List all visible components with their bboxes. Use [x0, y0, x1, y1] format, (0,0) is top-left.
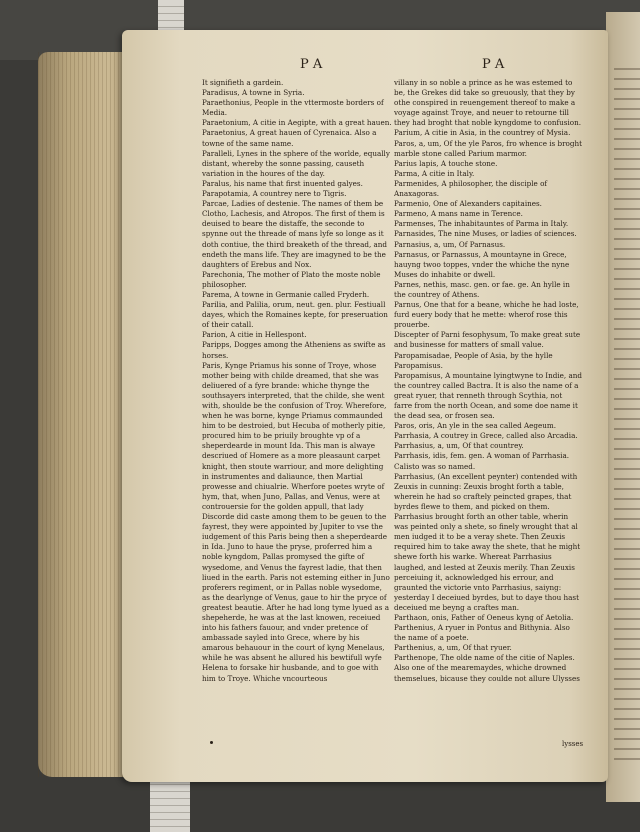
dictionary-entry: Parrhasius, (An excellent peynter) contended with Zeuxis in cunning: Zeuxis broght forth a table, wherein he had so craftely peincted grapes, that byrdes flewe to them, and picked on them. Parrhasius brought forth an other table, wherin was peinted only a shete, so finely wrought that al men iudged it to be a veray shete. Then Zeuxis required him to take away the shete, that he might shewe forth his warke. Whereat Parrhasius laughed, and lested at Zeuxis merily. Than Zeuxis perceiuing it, acknowledged his errour, and graunted the victorie vnto Parrhasius, saiyng: yesterday I deceiued byrdes, but to daye thou hast deceiued me beyng a craftes man.: [394, 471, 581, 612]
dictionary-entry: Discepter of Parni fesophysum, To make great sute and businesse for matters of small value.: [394, 330, 581, 350]
dictionary-entry: Parapotamia, A countrey nere to Tigris.: [202, 189, 347, 199]
dictionary-entry: Parnasus, or Parnassus, A mountayne in Grece, hauyng twoo toppes, vnder the whiche the nyne Muses do inhabite or dwell.: [394, 249, 570, 279]
dictionary-entry: Parcae, Ladies of destenie. The names of them be Clotho, Lachesis, and Atropos. The first of them is deuised to beare the distaffe, the seconde to spynne out the threade of mans lyfe so longe as it doth contiue, the third breaketh of the thread, and endeth the mans life. They are imagyned to be the daughters of Erebus and Nox.: [202, 199, 388, 269]
dictionary-entry: Parnasides, The nine Muses, or ladies of sciences.: [394, 229, 577, 239]
facing-page-text: [614, 60, 640, 760]
dictionary-entry: Parthenius, A ryuer in Pontus and Bithynia. Also the name of a poete.: [394, 623, 570, 643]
dictionary-entry: Paros, a, um, Of the yle Paros, fro whence is broght marble stone called Parium marmor.: [394, 138, 582, 158]
dictionary-entry: Paropamisadae, People of Asia, by the hylle Paropamisus.: [394, 350, 553, 370]
dictionary-entry: Paralus, his name that first inuented galyes.: [202, 178, 363, 188]
dictionary-entry: Parmenses, The inhabitauntes of Parma in Italy.: [394, 219, 569, 229]
dictionary-entry: Parthenope, The olde name of the citie of Naples. Also one of the mearemaydes, whiche drowned themselues, bicause they coulde not allure Ulysses: [394, 653, 580, 683]
dictionary-entry: Paros, oris, An yle in the sea called Aegeum.: [394, 421, 556, 431]
dictionary-entry: Paropamisus, A mountaine lyingtwyne to Indie, and the countrey called Bactra. It is also the name of a great ryuer, that renneth through Scythia, not farre from the north Ocean, and some doe name it the dead sea, or frosen sea.: [394, 370, 582, 421]
dictionary-entry: Paraethonius, People in the vttermoste borders of Media.: [202, 98, 384, 118]
dictionary-entry: Parechonia, The mother of Plato the moste noble philosopher.: [202, 269, 381, 289]
dictionary-entry: Parnasius, a, um, Of Parnasus.: [394, 239, 506, 249]
dictionary-entry: It signifieth a gardein.: [202, 78, 284, 87]
scale-ruler-bottom: [150, 778, 190, 832]
page-mark: [210, 741, 213, 744]
dictionary-entry: Paraetonius, A great hauen of Cyrenaica. Also a towne of the same name.: [202, 128, 377, 148]
dictionary-entry: Parion, A citie in Hellespont.: [202, 330, 307, 340]
dictionary-entry: Parthenius, a, um, Of that ryuer.: [394, 643, 512, 653]
running-head-left: P A: [300, 57, 323, 72]
dictionary-entry: Parnus, One that for a beane, whiche he had loste, furd euery body that he mette: wherof rose this prouerbe.: [394, 300, 579, 330]
dictionary-entry: Parema, A towne in Germanie called Fryderh.: [202, 289, 370, 299]
dictionary-entry: Parrhasia, A coutrey in Grece, called also Arcadia.: [394, 431, 578, 441]
dictionary-entry: Parmeno, A mans name in Terence.: [394, 209, 523, 219]
dictionary-entry: Parthaon, onis, Father of Oeneus kyng of Aetolia.: [394, 612, 574, 622]
running-head-right: P A: [482, 57, 505, 72]
text-column-right: [394, 78, 582, 758]
dictionary-entry: Parrhasius, a, um, Of that countrey.: [394, 441, 524, 451]
dictionary-entry: Paris, Kynge Priamus his sonne of Troye, whose mother being with childe dreamed, that she was deliuered of a fyre brande: whiche thynge the southsayers interpreted, that the childe, she went with, shoulde be the confusion of Troy. Wherefore, when he was borne, kynge Priamus commaunded him to be destroied, but Hecuba of motherly pitie, procured him to be priuily broughte vp of a sheperdearde in mount Ida. This man is alwaye descriued of Homere as a more pleasaunt carpet knight, then stoute warriour, and more delighting in instrumentes and daliaunce, then Martial prowesse and chiualrie. Wherfore poetes wryte of hym, that, when Juno, Pallas, and Venus, were at controuersie for the golden appull, that lady Discorde did caste among them to be geuen to the fayrest, they were appointed by Jupiter to vse the iudgement of this Paris being then a sheperdearde in Ida. Juno to haue the pryse, proferred him a noble kyngdom, Pallas promysed the gifte of wysedome, and Venus the fayrest ladie, that then liued in the earth. Paris not esteming either in Juno proferers regiment, or in Pallas noble wysedome, as the dearlynge of Venus, gaue to hir the pryce of greatest beautie. After he had long tyme lyued as a shepeherde, he was at the last knowen, receiued into his fathers fauour, and vnder pretence of ambassade sayled into Grece, where by his amarous behauour in the court of kyng Menelaus, while he was absent he allured his bewtifull wyfe Helena to forsake hir husbande, and to goe with him to Troye. Whiche vncourteous: [202, 360, 390, 683]
dictionary-entry: Paradisus, A towne in Syria.: [202, 88, 305, 98]
dictionary-entry: villany in so noble a prince as he was estemed to be, the Grekes did take so greuously, that they by othe conspired in reuengement thereof to make a voyage against Troye, and neuer to retourne till they had broght that noble kyngdome to confusion.: [394, 78, 581, 128]
dictionary-entry: Paripps, Dogges among the Atheniens as swifte as horses.: [202, 340, 386, 360]
dictionary-entry: Parnes, nethis, masc. gen. or fae. ge. An hylle in the countrey of Athens.: [394, 279, 570, 299]
dictionary-entry: Parius lapis, A touche stone.: [394, 158, 498, 168]
dictionary-entry: Paraetonium, A citie in Aegipte, with a great hauen.: [202, 118, 392, 128]
text-column-left: [202, 78, 392, 758]
dictionary-entry: Paralleli, Lynes in the sphere of the worlde, equally distant, whereby the sonne passing, causeth variation in the houres of the day.: [202, 148, 390, 178]
dictionary-entry: Parilia, and Palilia, orum, neut. gen. plur. Festiuall dayes, which the Romaines kepte, for preseruation of their catall.: [202, 300, 388, 330]
dictionary-entry: Parrhasis, idis, fem. gen. A woman of Parrhasia. Calisto was so named.: [394, 451, 570, 471]
dictionary-entry: Parmenio, One of Alexanders capitaines.: [394, 199, 542, 209]
catchword: lysses: [562, 740, 584, 748]
dictionary-entry: Parmenides, A philosopher, the disciple of Anaxagoras.: [394, 178, 548, 199]
dictionary-entry: Parium, A citie in Asia, in the countrey of Mysia.: [394, 128, 571, 138]
scale-ruler-top: [158, 0, 184, 30]
dictionary-entry: Parma, A citie in Italy.: [394, 168, 475, 178]
